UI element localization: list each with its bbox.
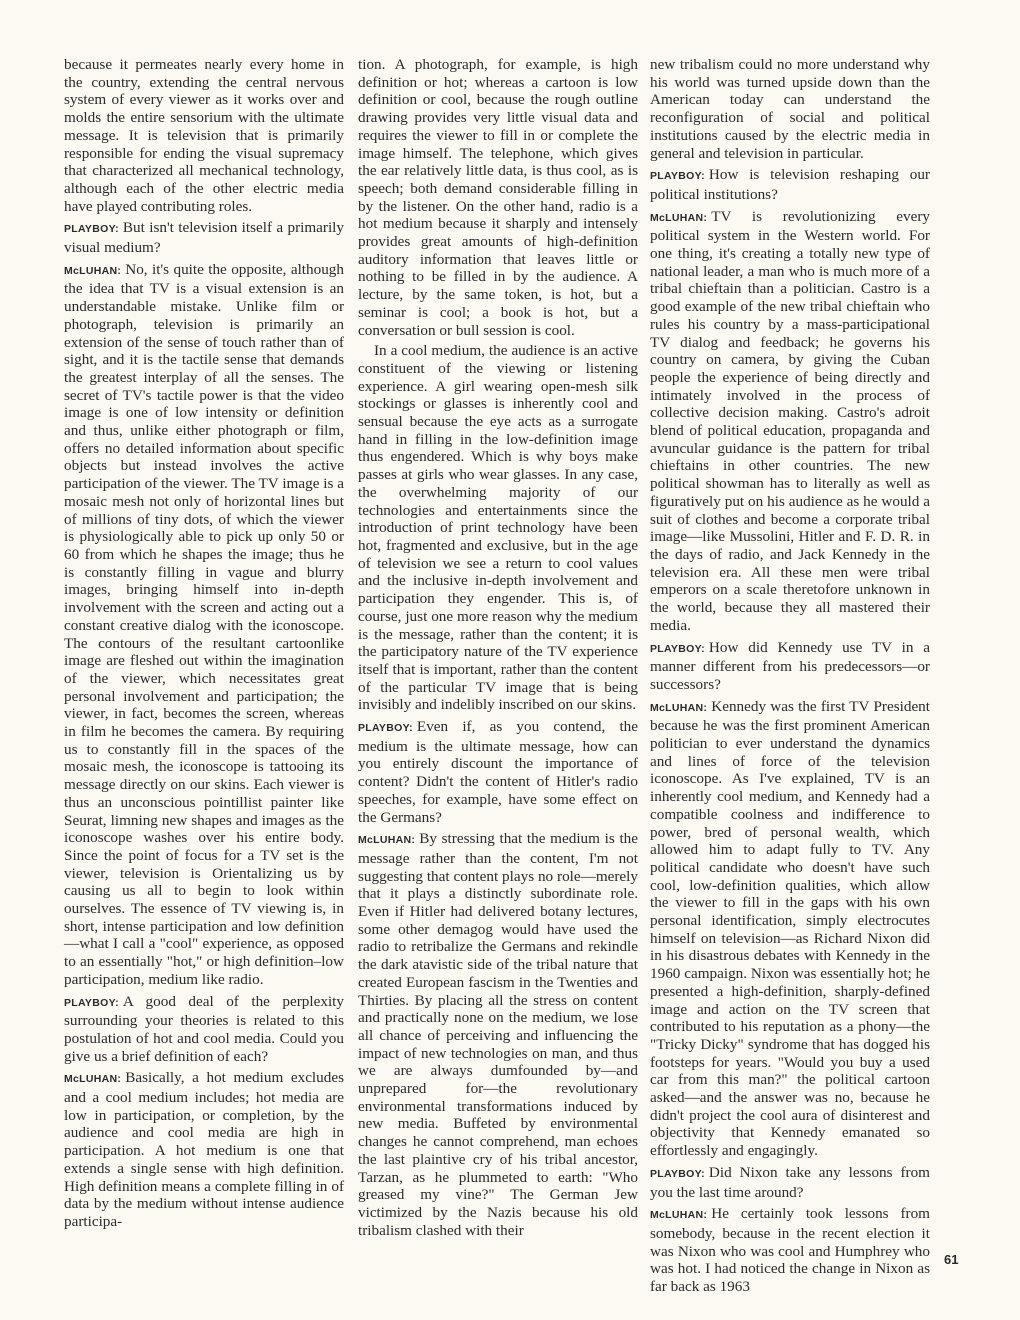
paragraph [64, 993, 344, 1066]
speaker-label: McLUHAN: [64, 264, 122, 277]
paragraph-text: Even if, as you contend, the medium is the ultimate message, how can you entirely discount the importance of content? Didn't the content of Hitler's radio speeches, for example, have some effect on the Germans? [358, 718, 638, 826]
paragraph-text: because it permeates nearly every home in the country, extending the central nervous system of every viewer as it works over and molds the entire sensorium with the ultimate message. It is television that is primarily responsible for ending the visual supremacy that characterized all mechanical technology, although each of the other electric media have played contributing roles. [64, 56, 344, 215]
paragraph [650, 166, 930, 203]
paragraph [650, 1205, 930, 1296]
page-number: 61 [944, 1252, 959, 1267]
paragraph-text: In a cool medium, the audience is an active constituent of the viewing or listening experience. A girl wearing open-mesh silk stockings or glasses is inherently cool and sensual because the eye acts as a surrogate hand in filling in the low-definition image thus engendered. Which is why boys make passes at girls who wear glasses. In any case, the overwhelming majority of our technologies and entertainments since the introduction of print technology have been hot, fragmented and exclusive, but in the age of television we see a return to cool values and the inclusive in-depth involvement and participation they engender. This is, of course, just one more reason why the medium is the message, rather than the content; it is the participatory nature of the TV experience itself that is important, rather than the content of the particular TV image that is being invisibly and indelibly inscribed on our skins. [358, 342, 638, 714]
paragraph-text: How did Kennedy use TV in a manner different from his predecessors—or successors? [650, 638, 930, 693]
paragraph [358, 830, 638, 1239]
paragraph [358, 56, 638, 339]
paragraph [650, 56, 930, 162]
paragraph-text: Did Nixon take any lessons from you the last time around? [650, 1163, 930, 1201]
paragraph-text: TV is revolutionizing every political system in the Western world. For one thing, it's creating a totally new type of national leader, a man who is much more of a tribal chieftain than a politician. Castro is a good example of the new tribal chieftain who rules his country by a mass-participational TV dialog and feedback; he governs his country on camera, by giving the Cuban people the experience of being directly and intimately involved in the process of collective decision making. Castro's adroit blend of political education, propaganda and avuncular guidance is the pattern for tribal chieftains in other countries. The new political showman has to literally as well as figuratively put on his audience as he would a suit of clothes and become a corporate tribal image—like Mussolini, Hitler and F. D. R. in the days of radio, and Jack Kennedy in the television era. All these men were tribal emperors on a scale theretofore unknown in the world, because they all mastered their media. [650, 207, 930, 634]
paragraph [64, 1069, 344, 1230]
speaker-label: PLAYBOY: [64, 996, 119, 1009]
paragraph [650, 698, 930, 1160]
paragraph [650, 639, 930, 694]
paragraph-text: A good deal of the perplexity surrounding your theories is related to this postulation of hot and cool media. Could you give us a brief definition of each? [64, 992, 344, 1065]
paragraph-text: new tribalism could no more understand why his world was turned upside down than the American today can understand the reconfiguration of social and political institutions caused by the electric media in general and television in particular. [650, 56, 930, 162]
paragraph-text: But isn't television itself a primarily visual medium? [64, 219, 344, 257]
paragraph [358, 342, 638, 714]
speaker-label: PLAYBOY: [64, 223, 119, 236]
speaker-label: PLAYBOY: [650, 642, 705, 655]
speaker-label: PLAYBOY: [650, 170, 705, 183]
paragraph-text: tion. A photograph, for example, is high definition or hot; whereas a cartoon is low definition or cool, because the rough outline drawing provides very little visual data and requires the viewer to fill in or complete the image himself. The telephone, which gives the ear relatively little data, is thus cool, as is speech; both demand considerable filling in by the listener. On the other hand, radio is a hot medium because it sharply and intensely provides great amounts of high-definition auditory information that leaves little or nothing to be filled in by the audience. A lecture, by the same token, is hot, but a seminar is cool; a book is hot, but a conversation or bull session is cool. [358, 56, 638, 339]
speaker-label: McLUHAN: [650, 211, 708, 224]
paragraph-text: Basically, a hot medium excludes and a cool medium includes; hot media are low in participation, or completion, by the audience and cool media are high in participation. A hot medium is one that extends a single sense with high definition. High definition means a complete filling in of data by the medium without intense audience participa- [64, 1069, 344, 1230]
paragraph [64, 261, 344, 989]
speaker-label: McLUHAN: [358, 834, 416, 847]
paragraph [358, 718, 638, 826]
text-column-1 [64, 56, 344, 1234]
paragraph [650, 1164, 930, 1201]
paragraph-text: Kennedy was the first TV President because he was the first prominent American politician to ever understand the dynamics and lines of force of the television iconoscope. As I've explained, TV is an inherently cool medium, and Kennedy had a compatible coolness and indifference to power, bred of personal wealth, which allowed him to adapt fully to TV. Any political candidate who doesn't have such cool, low-definition qualities, which allow the viewer to fill in the gaps with his own personal identification, simply electrocutes himself on television—as Richard Nixon did in his disastrous debates with Kennedy in the 1960 campaign. Nixon was essentially hot; he presented a high-definition, sharply-defined image and action on the TV screen that contributed to his reputation as a phony—the "Tricky Dicky" syndrome that has dogged his footsteps for years. "Would you buy a used car from this man?" the political cartoon asked—and the answer was no, because he didn't project the cool aura of disinterest and objectivity that Kennedy emanated so effortlessly and engagingly. [650, 697, 930, 1160]
speaker-label: McLUHAN: [650, 701, 708, 714]
paragraph-text: How is television reshaping our political institutions? [650, 166, 930, 203]
paragraph-text: No, it's quite the opposite, although the idea that TV is a visual extension is an understandable mistake. Unlike film or photograph, television is primarily an extension of the sense of touch rather than of sight, and it is the tactile sense that demands the greatest interplay of all the senses. The secret of TV's tactile power is that the video image is one of low intensity or definition and thus, unlike either photograph or film, offers no detailed information about specific objects but instead involves the active participation of the viewer. The TV image is a mosaic mesh not only of horizontal lines but of millions of tiny dots, of which the viewer is physiologically able to pick up only 50 or 60 from which he shapes the image; thus he is constantly filling in vague and blurry images, bringing himself into in-depth involvement with the screen and acting out a constant creative dialog with the iconoscope. The contours of the resultant cartoonlike image are fleshed out within the imagination of the viewer, which necessitates great personal involvement and participation; the viewer, in fact, becomes the screen, whereas in film he becomes the camera. By requiring us to constantly fill in the spaces of the mosaic mesh, the iconoscope is tattooing its message directly on our skins. Each viewer is thus an unconscious pointillist painter like Seurat, limning new shapes and images as the iconoscope washes over his entire body. Since the point of focus for a TV set is the viewer, television is Orientalizing us by causing us all to begin to look within ourselves. The essence of TV viewing is, in short, intense participation and low definition—what I call a "cool" experience, as opposed to an essentially "hot," or high definition–low participation, medium like radio. [64, 260, 344, 988]
text-column-2 [358, 56, 638, 1242]
paragraph [64, 56, 344, 215]
paragraph [650, 208, 930, 635]
speaker-label: McLUHAN: [64, 1073, 122, 1086]
paragraph-text: He certainly took lessons from somebody, because in the recent election it was Nixon who was cool and Humphrey who was hot. I had noticed the change in Nixon as far back as 1963 [650, 1205, 930, 1296]
text-column-3 [650, 56, 930, 1299]
speaker-label: McLUHAN: [650, 1209, 708, 1222]
speaker-label: PLAYBOY: [358, 722, 413, 735]
paragraph [64, 219, 344, 256]
paragraph-text: By stressing that the medium is the message rather than the content, I'm not suggesting that content plays no role—merely that it plays a distinctly subordinate role. Even if Hitler had delivered botany lectures, some other demagog would have used the radio to retribalize the Germans and rekindle the dark atavistic side of the tribal nature that created European fascism in the Twenties and Thirties. By placing all the stress on content and practically none on the medium, we lose all chance of perceiving and influencing the impact of new technologies on man, and thus we are always dumfounded by—and unprepared for—the revolutionary environmental transformations induced by new media. Buffeted by environmental changes he cannot comprehend, man echoes the last plaintive cry of his tribal ancestor, Tarzan, as he plummeted to earth: "Who greased my vine?" The German Jew victimized by the Nazis because his old tribalism clashed with their [358, 830, 638, 1239]
speaker-label: PLAYBOY: [650, 1167, 705, 1180]
